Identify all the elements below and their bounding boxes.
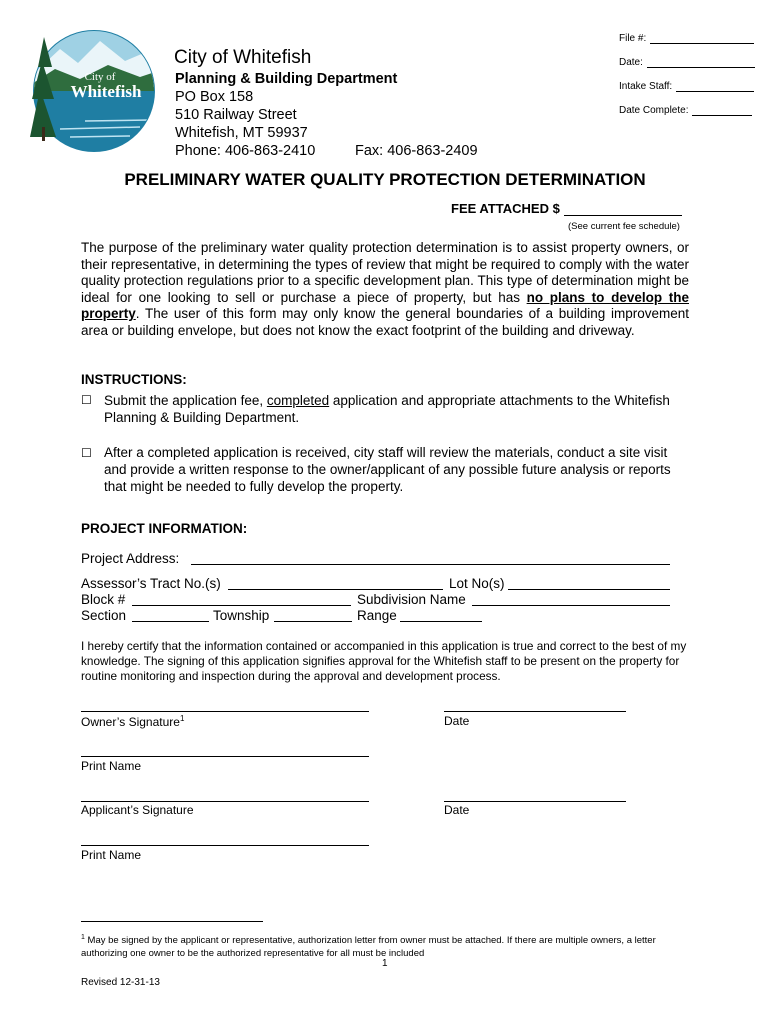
purpose-paragraph [81, 240, 689, 339]
section-label: Section [81, 608, 127, 623]
subdivision-input[interactable] [472, 593, 670, 606]
footnote-marker: 1 [81, 934, 85, 941]
instruction-1-underlined: completed [266, 393, 330, 408]
footnote-rule [81, 921, 263, 922]
date-label: Date: [619, 57, 643, 68]
date-field[interactable] [619, 57, 755, 68]
owner-signature-line[interactable] [81, 711, 369, 712]
intake-staff-field[interactable] [619, 81, 754, 92]
date-complete-label: Date Complete: [619, 105, 689, 116]
applicant-print-name-label: Print Name [81, 848, 142, 862]
owner-signature-footnote-ref: 1 [179, 714, 185, 723]
logo-text-whitefish: Whitefish [70, 82, 142, 101]
owner-print-name-line[interactable] [81, 756, 369, 757]
township-label: Township [213, 608, 270, 623]
project-address-input[interactable] [191, 552, 670, 565]
fee-line[interactable] [564, 204, 682, 216]
purpose-emphasis: no plans to develop the property [81, 289, 689, 321]
owner-date-line[interactable] [444, 711, 626, 712]
lot-label: Lot No(s) [449, 576, 505, 591]
lot-input[interactable] [508, 577, 670, 590]
logo-text-city: City of [84, 71, 116, 83]
intake-staff-line[interactable] [676, 82, 754, 92]
file-number-line[interactable] [650, 34, 754, 44]
block-input[interactable] [132, 593, 351, 606]
checkbox-instruction-1[interactable]: ☐ [81, 393, 92, 407]
purpose-text-start: The purpose of the preliminary water quality protection determination is to assist property owners, or their representative, in determining the types of review that might be required to comply with the water quality protection regulations prior to a specific development plan. This type of determination might be ideal for one looking to sell or purchase a piece of property, but has [81, 240, 689, 305]
department-name: Planning & Building Department [175, 71, 398, 87]
instruction-2-text: After a completed application is received, city staff will review the materials, conduct a site visit and provide a written response to the owner/applicant of any possible future analysis or reports that might be needed to fully develop the property. [104, 445, 671, 494]
applicant-print-name-line[interactable] [81, 845, 369, 846]
range-label: Range [357, 608, 397, 623]
instructions-heading: INSTRUCTIONS: [81, 372, 187, 387]
project-info-heading: PROJECT INFORMATION: [81, 521, 248, 536]
date-line[interactable] [647, 58, 755, 68]
instruction-1-part-a: Submit the application fee, [104, 393, 267, 408]
instruction-1-part-b: application and appropriate attachments to the Whitefish Planning & Building Department. [104, 393, 670, 425]
city-logo [30, 27, 158, 155]
subdivision-label: Subdivision Name [357, 592, 466, 607]
applicant-date-line[interactable] [444, 801, 626, 802]
applicant-signature-label: Applicant’s Signature [81, 803, 194, 817]
address-line-1: PO Box 158 [175, 89, 254, 105]
intake-staff-label: Intake Staff: [619, 81, 673, 92]
date-complete-line[interactable] [692, 106, 752, 116]
tract-input[interactable] [228, 577, 443, 590]
applicant-signature-line[interactable] [81, 801, 369, 802]
fee-schedule-note: (See current fee schedule) [568, 221, 680, 232]
form-title: PRELIMINARY WATER QUALITY PROTECTION DETERMINATION [124, 170, 646, 189]
owner-date-label: Date [444, 714, 470, 728]
certification-text: I hereby certify that the information contained or accompanied in this application is true and correct to the best of my knowledge. The signing of this application signifies approval for the Whitefish staff to be present on the property for routine monitoring and inspection during the approval and development process. [81, 639, 687, 683]
city-name: City of Whitefish [174, 47, 312, 68]
page-number: 1 [382, 958, 388, 969]
purpose-text-end: . The user of this form may only know the general boundaries of a building improvement area or building envelope, but does not know the exact footprint of the building and driveway. [81, 306, 689, 338]
footnote [81, 931, 691, 960]
owner-print-name-label: Print Name [81, 759, 142, 773]
block-label: Block # [81, 592, 126, 607]
address-line-2: 510 Railway Street [175, 107, 297, 123]
applicant-date-label: Date [444, 803, 470, 817]
revision-date: Revised 12-31-13 [81, 977, 160, 988]
fee-label: FEE ATTACHED $ [451, 201, 560, 216]
owner-signature-label [81, 714, 184, 729]
section-input[interactable] [132, 609, 209, 622]
date-complete-field[interactable] [619, 105, 752, 116]
instruction-1-text [104, 392, 692, 426]
range-input[interactable] [400, 609, 482, 622]
tract-label: Assessor’s Tract No.(s) [81, 576, 221, 591]
township-input[interactable] [274, 609, 352, 622]
fax-number: Fax: 406-863-2409 [355, 143, 478, 159]
file-number-label: File #: [619, 33, 647, 44]
address-line-3: Whitefish, MT 59937 [175, 125, 308, 141]
footnote-text: May be signed by the applicant or representative, authorization letter from owner must be attached. If there are multiple owners, a letter authorizing one owner to be the authorized representative for all must be included [81, 935, 656, 960]
project-address-label: Project Address: [81, 551, 180, 566]
checkbox-instruction-2[interactable]: ☐ [81, 446, 92, 460]
fee-attached-field[interactable] [451, 201, 682, 216]
phone-number: Phone: 406-863-2410 [175, 143, 316, 159]
file-number-field[interactable] [619, 33, 754, 44]
owner-signature-text: Owner’s Signature [81, 715, 180, 729]
